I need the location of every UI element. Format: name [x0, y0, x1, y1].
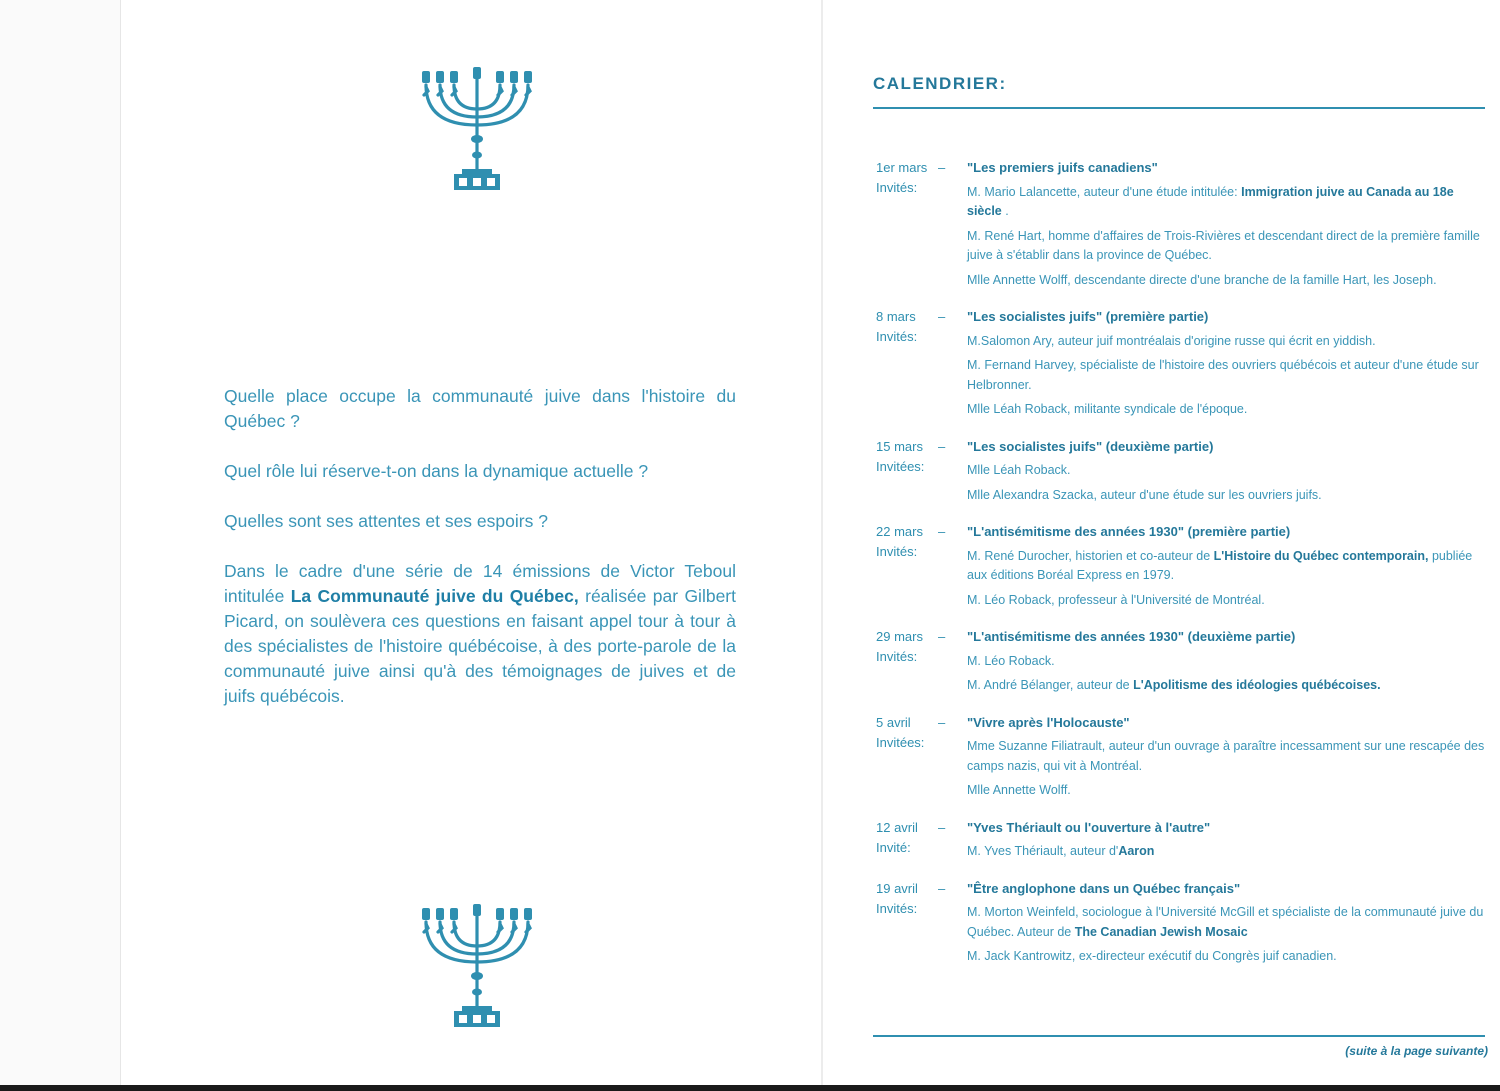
- guest-text: M. Léo Roback, professeur à l'Université de Montréal.: [967, 592, 1265, 607]
- calendar-entry: [876, 158, 1488, 290]
- question-2: Quel rôle lui réserve-t-on dans la dynamique actuelle ?: [224, 461, 649, 481]
- entry-body: [967, 158, 1487, 290]
- guest-text: Mlle Annette Wolff, descendante directe d'une branche de la famille Hart, les Joseph.: [967, 272, 1437, 287]
- menorah-icon: [412, 900, 542, 1030]
- guest-text-after: publiée aux éditions Boréal Express en 1979.: [967, 548, 1473, 582]
- entry-title: "L'antisémitisme des années 1930" (première partie): [967, 524, 1291, 539]
- calendar-rule-bottom: [873, 1035, 1485, 1037]
- guest-text: M. André Bélanger, auteur de: [967, 678, 1134, 692]
- guest-line: [967, 461, 1487, 481]
- book-title: Aaron: [1118, 844, 1155, 858]
- entry-date: 19 avril: [876, 880, 918, 896]
- guest-text: M. Yves Thériault, auteur d': [967, 844, 1119, 858]
- entry-dash: –: [938, 629, 946, 644]
- series-title: La Communauté juive du Québec,: [290, 586, 579, 606]
- guest-text: M.Salomon Ary, auteur juif montréalais d'origine russe qui écrit en yiddish.: [967, 333, 1376, 348]
- guest-line: [967, 332, 1487, 352]
- entry-body: [967, 437, 1487, 506]
- series-description: [224, 559, 736, 709]
- calendar-entry: [876, 818, 1488, 862]
- calendar-entry: [876, 627, 1488, 696]
- entry-date: 15 mars: [876, 438, 923, 454]
- guest-text: Mlle Alexandra Szacka, auteur d'une étude sur les ouvriers juifs.: [967, 487, 1322, 502]
- book-title: L'Apolitisme des idéologies québécoises.: [1133, 678, 1381, 692]
- guest-line: [967, 400, 1487, 420]
- guest-line: [967, 652, 1487, 672]
- scan-bottom-edge: [0, 1085, 1500, 1091]
- entry-guests-label: Invités:: [876, 900, 918, 916]
- menorah-icon: [412, 63, 542, 193]
- guest-line: [967, 547, 1487, 586]
- book-title: The Canadian Jewish Mosaic: [1074, 924, 1248, 939]
- entry-title: "Les premiers juifs canadiens": [967, 160, 1158, 175]
- entry-title: "Les socialistes juifs" (première partie): [967, 309, 1209, 324]
- series-description-after: réalisée par Gilbert Picard, on soulèvera ces questions en faisant appel tour à tour à des spécialistes de l'histoire québécoise, à des porte-parole de la communauté juive ainsi qu'à des témoignages de juives et de juifs québécois.: [224, 586, 736, 706]
- entry-guests-label: Invités:: [876, 649, 918, 664]
- guest-line: [967, 227, 1487, 266]
- entry-dash: –: [938, 160, 946, 175]
- guest-text: Mlle Léah Roback, militante syndicale de l'époque.: [967, 402, 1248, 416]
- guest-line: [967, 842, 1487, 862]
- entry-date: 29 mars: [876, 629, 923, 644]
- series-description-before: Dans le cadre d'une série de 14 émissions de Victor Teboul intitulée: [224, 561, 736, 606]
- calendar-entry: [876, 307, 1488, 420]
- entry-dash: –: [938, 880, 946, 896]
- entry-date: 8 mars: [876, 309, 916, 324]
- guest-text: M. René Durocher, historien et co-auteur de: [967, 548, 1214, 563]
- guest-text: M. Léo Roback.: [967, 653, 1055, 668]
- book-title: Immigration juive au Canada au 18e siècle: [967, 184, 1454, 218]
- entry-body: [967, 522, 1487, 610]
- guest-text: M. Jack Kantrowitz, ex-directeur exécutif du Congrès juif canadien.: [967, 949, 1337, 963]
- guest-line: [967, 486, 1487, 506]
- entry-title: "Vivre après l'Holocauste": [967, 714, 1130, 730]
- entry-guests-label: Invitées:: [876, 458, 925, 474]
- entry-title: "Être anglophone dans un Québec français": [967, 880, 1241, 896]
- guest-text: M. Mario Lalancette, auteur d'une étude intitulée:: [967, 184, 1242, 199]
- guest-text: Mlle Léah Roback.: [967, 463, 1071, 477]
- calendar-list: [876, 158, 1488, 984]
- entry-dash: –: [938, 819, 946, 835]
- entry-body: [967, 879, 1487, 967]
- guest-line: [967, 271, 1487, 291]
- entry-guests-label: Invités:: [876, 329, 918, 344]
- entry-body: [967, 818, 1487, 862]
- calendar-entry: [876, 879, 1488, 967]
- guest-line: [967, 781, 1487, 801]
- guest-text: M. Morton Weinfeld, sociologue à l'Université McGill et spécialiste de la communauté juive du Québec. Auteur de: [967, 905, 1484, 939]
- entry-date: 1er mars: [876, 160, 928, 175]
- guest-line: [967, 947, 1487, 967]
- entry-date: 5 avril: [876, 714, 911, 730]
- entry-body: [967, 307, 1487, 420]
- guest-text: Mme Suzanne Filiatrault, auteur d'un ouvrage à paraître incessamment sur une rescapée des camps nazis, qui vit à Montréal.: [967, 739, 1485, 773]
- entry-body: [967, 713, 1487, 801]
- entry-guests-label: Invités:: [876, 180, 918, 195]
- guest-line: [967, 676, 1487, 696]
- guest-text: M. René Hart, homme d'affaires de Trois-Rivières et descendant direct de la première famille juive à s'établir dans la province de Québec.: [967, 228, 1480, 262]
- entry-dash: –: [938, 309, 946, 324]
- entry-date: 12 avril: [876, 819, 918, 835]
- question-1: Quelle place occupe la communauté juive dans l'histoire du Québec ?: [224, 386, 736, 431]
- guest-text: M. Fernand Harvey, spécialiste de l'histoire des ouvriers québécois et auteur d'une étude sur Helbronner.: [967, 358, 1479, 392]
- entry-guests-label: Invité:: [876, 839, 911, 855]
- calendar-entry: [876, 437, 1488, 506]
- calendar-title: CALENDRIER:: [873, 74, 1007, 93]
- guest-line: [967, 737, 1487, 776]
- guest-line: [967, 903, 1487, 942]
- book-title: L'Histoire du Québec contemporain,: [1213, 548, 1429, 563]
- entry-dash: –: [938, 524, 946, 539]
- calendar-entry: [876, 713, 1488, 801]
- center-fold: [821, 0, 823, 1091]
- entry-title: "Yves Thériault ou l'ouverture à l'autre": [967, 819, 1211, 835]
- guest-text: Mlle Annette Wolff.: [967, 783, 1071, 797]
- entry-dash: –: [938, 438, 946, 454]
- calendar-entry: [876, 522, 1488, 610]
- entry-guests-label: Invitées:: [876, 734, 925, 750]
- guest-text-after: .: [1001, 204, 1009, 218]
- entry-title: "L'antisémitisme des années 1930" (deuxième partie): [967, 629, 1296, 644]
- guest-line: [967, 356, 1487, 395]
- entry-body: [967, 627, 1487, 696]
- page-left-margin: [0, 0, 121, 1091]
- entry-title: "Les socialistes juifs" (deuxième partie): [967, 438, 1214, 454]
- entry-dash: –: [938, 714, 946, 730]
- question-3: Quelles sont ses attentes et ses espoirs ?: [224, 511, 548, 531]
- calendar-rule-top: [873, 107, 1485, 109]
- guest-line: [967, 183, 1487, 222]
- entry-guests-label: Invités:: [876, 544, 918, 559]
- entry-date: 22 mars: [876, 524, 923, 539]
- continued-note: (suite à la page suivante): [1345, 1044, 1488, 1058]
- guest-line: [967, 591, 1487, 611]
- intro-text: [224, 384, 736, 734]
